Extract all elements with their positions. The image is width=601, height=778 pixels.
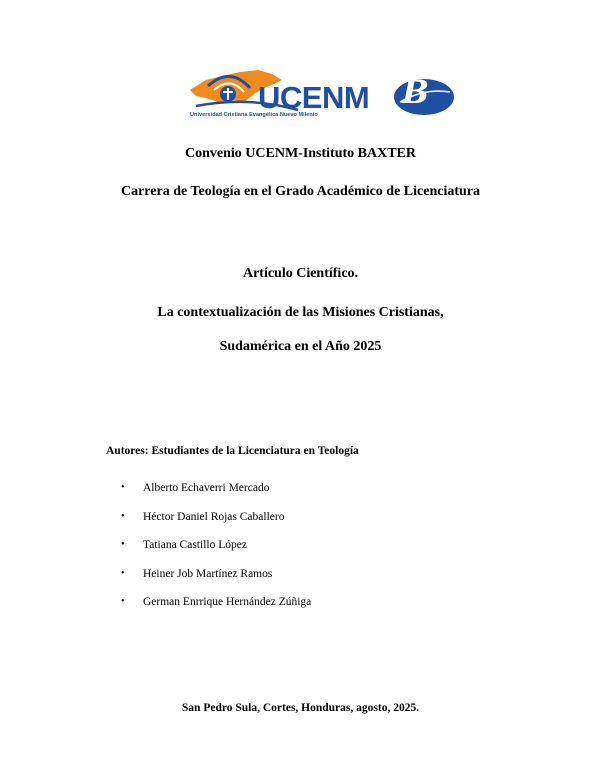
agreement-line: Convenio UCENM-Instituto BAXTER (184, 146, 417, 161)
bullet-icon: • (121, 596, 125, 608)
author-name: Alberto Echaverri Mercado (143, 482, 270, 494)
author-item (121, 510, 311, 539)
author-item (121, 567, 311, 596)
author-name: Héctor Daniel Rojas Caballero (143, 510, 285, 523)
bullet-icon: • (121, 567, 125, 579)
bullet-icon: • (121, 482, 125, 493)
baxter-logo-letter: B (402, 73, 430, 111)
author-item (121, 595, 311, 624)
article-title-line1: La contextualización de las Misiones Cristianas, (157, 305, 444, 320)
author-item (121, 538, 311, 567)
program-line: Carrera de Teología en el Grado Académico de Licenciatura (120, 184, 481, 199)
author-item (121, 481, 311, 510)
author-name: Tatiana Castillo López (143, 539, 247, 552)
article-type: Artículo Científico. (242, 266, 359, 281)
bullet-icon: • (121, 539, 125, 551)
bullet-icon: • (121, 510, 125, 522)
authors-list (121, 481, 311, 624)
author-name: Heiner Job Martínez Ramos (143, 567, 273, 580)
authors-heading: Autores: Estudiantes de la Licenciatura en Teología (106, 445, 359, 457)
article-title-line2: Sudamérica en el Año 2025 (219, 339, 382, 354)
place-date: San Pedro Sula, Cortes, Honduras, agosto, 2025. (181, 702, 420, 714)
ucenm-logo-wordmark: UCENM (258, 80, 370, 115)
ucenm-logo-subtitle: Universidad Cristiana Evangélica Nuevo Milenio (190, 112, 318, 118)
author-name: German Enrrique Hernández Zúñiga (143, 596, 312, 609)
